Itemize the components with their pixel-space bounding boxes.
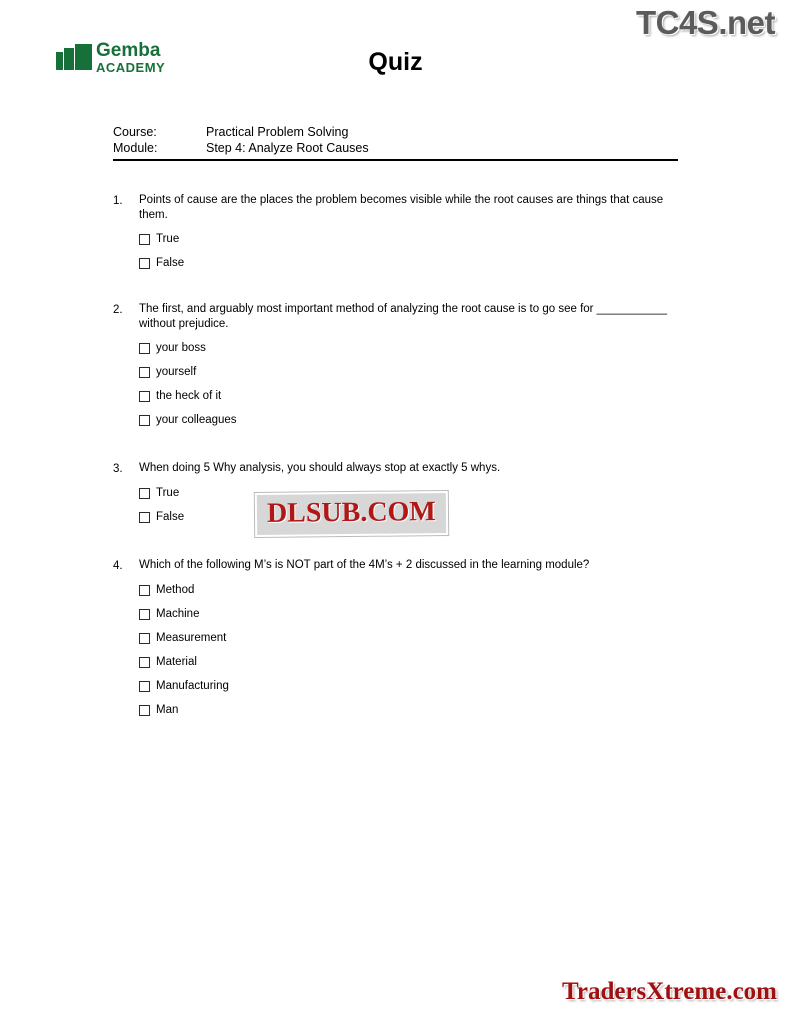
checkbox-icon[interactable]: [139, 391, 150, 402]
option-list: [113, 584, 693, 717]
checkbox-icon[interactable]: [139, 512, 150, 523]
watermark-bottom-right: TradersXtreme.com: [562, 978, 777, 1005]
option-label: Man: [156, 704, 179, 716]
course-label: Course:: [113, 125, 157, 139]
question-number: 3.: [113, 463, 123, 475]
option-label: True: [156, 233, 180, 245]
checkbox-icon[interactable]: [139, 343, 150, 354]
option-label: the heck of it: [156, 390, 222, 402]
question-item: [113, 193, 693, 270]
option-row[interactable]: [139, 608, 693, 621]
option-label: True: [156, 487, 180, 499]
option-list: [113, 233, 693, 270]
checkbox-icon[interactable]: [139, 681, 150, 692]
watermark-center-stamp: [255, 491, 448, 537]
checkbox-icon[interactable]: [139, 657, 150, 668]
option-row[interactable]: [139, 257, 693, 270]
watermark-top-right: TC4S.net: [635, 4, 775, 41]
checkbox-icon[interactable]: [139, 633, 150, 644]
option-label: Manufacturing: [156, 680, 229, 692]
module-row: [113, 140, 678, 156]
option-label: your colleagues: [156, 414, 237, 426]
logo-primary-text: Gemba: [96, 40, 161, 61]
question-text: Which of the following M’s is NOT part of the 4M’s + 2 discussed in the learning module?: [139, 559, 590, 571]
question-number: 1.: [113, 195, 123, 207]
question-text: When doing 5 Why analysis, you should always stop at exactly 5 whys.: [139, 462, 501, 474]
course-value: Practical Problem Solving: [206, 125, 349, 139]
question-number: 2.: [113, 304, 123, 316]
course-meta: [113, 124, 678, 156]
option-label: yourself: [156, 366, 197, 378]
option-label: Machine: [156, 608, 200, 620]
module-value: Step 4: Analyze Root Causes: [206, 141, 369, 155]
question-item: [113, 558, 693, 717]
option-label: Measurement: [156, 632, 227, 644]
checkbox-icon[interactable]: [139, 585, 150, 596]
option-row[interactable]: [139, 233, 693, 246]
option-row[interactable]: [139, 342, 693, 355]
option-row[interactable]: [139, 390, 693, 403]
option-row[interactable]: [139, 584, 693, 597]
option-label: your boss: [156, 342, 206, 354]
page-title: Quiz: [368, 48, 423, 76]
checkbox-icon[interactable]: [139, 609, 150, 620]
option-row[interactable]: [139, 656, 693, 669]
option-label: False: [156, 511, 185, 523]
checkbox-icon[interactable]: [139, 258, 150, 269]
question-text: The first, and arguably most important method of analyzing the root cause is to go see for ___________ without prejudice.: [139, 303, 668, 330]
checkbox-icon[interactable]: [139, 367, 150, 378]
header-divider: [113, 159, 678, 161]
option-row[interactable]: [139, 414, 693, 427]
checkbox-icon[interactable]: [139, 705, 150, 716]
checkbox-icon[interactable]: [139, 488, 150, 499]
checkbox-icon[interactable]: [139, 234, 150, 245]
option-list: [113, 342, 693, 427]
question-text: Points of cause are the places the problem becomes visible while the root causes are things that cause them.: [139, 194, 664, 221]
option-row[interactable]: [139, 632, 693, 645]
watermark-center-text: DLSUB.COM: [266, 496, 436, 529]
option-label: Method: [156, 584, 195, 596]
module-label: Module:: [113, 141, 158, 155]
question-item: [113, 302, 693, 427]
option-label: Material: [156, 656, 197, 668]
question-number: 4.: [113, 560, 123, 572]
option-row[interactable]: [139, 680, 693, 693]
option-row[interactable]: [139, 366, 693, 379]
course-row: [113, 124, 678, 140]
checkbox-icon[interactable]: [139, 415, 150, 426]
logo-secondary-text: ACADEMY: [96, 60, 166, 75]
option-row[interactable]: [139, 704, 693, 717]
option-label: False: [156, 257, 185, 269]
question-list: [113, 193, 693, 743]
